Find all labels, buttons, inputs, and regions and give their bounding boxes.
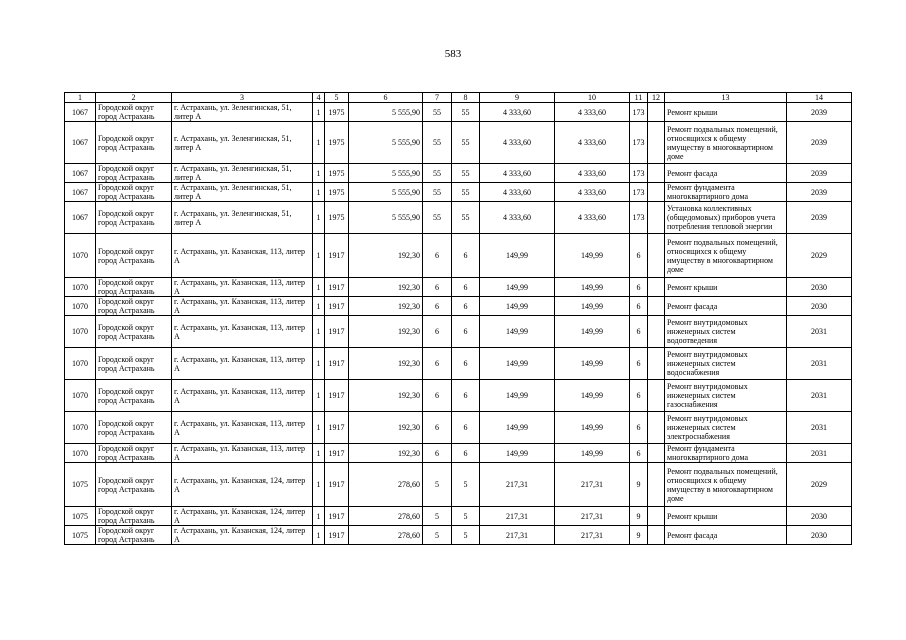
cell-address: г. Астрахань, ул. Казанская, 113, литер А [172, 348, 313, 380]
cell-object-id: 1070 [65, 234, 96, 278]
cell-municipality: Городской округ город Астрахань [96, 526, 172, 545]
cell-total-area: 192,30 [349, 412, 423, 444]
cell-col12 [648, 234, 665, 278]
cell-col12 [648, 412, 665, 444]
cell-object-id: 1070 [65, 412, 96, 444]
cell-area-b: 217,31 [555, 507, 630, 526]
cell-municipality: Городской округ город Астрахань [96, 122, 172, 164]
cell-address: г. Астрахань, ул. Казанская, 113, литер А [172, 278, 313, 297]
cell-area-b: 149,99 [555, 348, 630, 380]
cell-planned-year: 2031 [787, 348, 852, 380]
cell-municipality: Городской округ город Астрахань [96, 234, 172, 278]
column-header: 9 [480, 93, 555, 103]
cell-area-a: 4 333,60 [480, 202, 555, 234]
cell-total-area: 192,30 [349, 316, 423, 348]
column-header: 1 [65, 93, 96, 103]
cell-residents: 9 [630, 507, 648, 526]
table-row [65, 234, 852, 278]
cell-object-id: 1075 [65, 526, 96, 545]
cell-col12 [648, 297, 665, 316]
cell-col12 [648, 463, 665, 507]
cell-total-area: 192,30 [349, 444, 423, 463]
cell-planned-year: 2031 [787, 380, 852, 412]
cell-year: 1975 [325, 183, 349, 202]
cell-col7: 55 [423, 164, 452, 183]
cell-col12 [648, 316, 665, 348]
cell-municipality: Городской округ город Астрахань [96, 507, 172, 526]
cell-residents: 6 [630, 412, 648, 444]
cell-col8: 55 [452, 202, 480, 234]
table-row [65, 278, 852, 297]
table-row [65, 348, 852, 380]
cell-residents: 173 [630, 202, 648, 234]
cell-col12 [648, 202, 665, 234]
cell-col12 [648, 183, 665, 202]
cell-area-a: 217,31 [480, 526, 555, 545]
cell-planned-year: 2031 [787, 444, 852, 463]
cell-col12 [648, 103, 665, 122]
cell-col8: 6 [452, 412, 480, 444]
cell-col4: 1 [313, 278, 325, 297]
column-header: 6 [349, 93, 423, 103]
cell-address: г. Астрахань, ул. Казанская, 113, литер А [172, 380, 313, 412]
cell-object-id: 1070 [65, 348, 96, 380]
cell-col7: 6 [423, 316, 452, 348]
cell-col8: 55 [452, 103, 480, 122]
cell-work-type: Ремонт внутридомовых инженерных систем водоснабжения [665, 348, 787, 380]
cell-object-id: 1070 [65, 316, 96, 348]
cell-work-type: Установка коллективных (общедомовых) приборов учета потребления тепловой энергии [665, 202, 787, 234]
cell-municipality: Городской округ город Астрахань [96, 444, 172, 463]
cell-col8: 6 [452, 234, 480, 278]
cell-area-a: 149,99 [480, 412, 555, 444]
cell-work-type: Ремонт фундамента многоквартирного дома [665, 183, 787, 202]
cell-planned-year: 2030 [787, 297, 852, 316]
cell-area-b: 217,31 [555, 526, 630, 545]
cell-address: г. Астрахань, ул. Казанская, 113, литер А [172, 234, 313, 278]
cell-col4: 1 [313, 183, 325, 202]
cell-col12 [648, 526, 665, 545]
cell-area-a: 4 333,60 [480, 164, 555, 183]
cell-work-type: Ремонт фасада [665, 164, 787, 183]
cell-work-type: Ремонт крыши [665, 507, 787, 526]
cell-planned-year: 2039 [787, 202, 852, 234]
cell-object-id: 1070 [65, 297, 96, 316]
cell-col4: 1 [313, 380, 325, 412]
cell-year: 1917 [325, 234, 349, 278]
cell-municipality: Городской округ город Астрахань [96, 316, 172, 348]
cell-col7: 55 [423, 183, 452, 202]
table-row [65, 444, 852, 463]
cell-col8: 55 [452, 164, 480, 183]
cell-col8: 6 [452, 316, 480, 348]
cell-address: г. Астрахань, ул. Казанская, 113, литер А [172, 444, 313, 463]
cell-work-type: Ремонт крыши [665, 103, 787, 122]
cell-address: г. Астрахань, ул. Казанская, 124, литер А [172, 526, 313, 545]
page-number: 583 [444, 48, 462, 60]
cell-year: 1917 [325, 507, 349, 526]
cell-col4: 1 [313, 463, 325, 507]
cell-col4: 1 [313, 348, 325, 380]
cell-col4: 1 [313, 444, 325, 463]
cell-area-b: 149,99 [555, 444, 630, 463]
cell-residents: 6 [630, 234, 648, 278]
cell-total-area: 192,30 [349, 380, 423, 412]
cell-year: 1917 [325, 444, 349, 463]
cell-planned-year: 2031 [787, 316, 852, 348]
table-row [65, 380, 852, 412]
cell-area-b: 149,99 [555, 297, 630, 316]
cell-planned-year: 2029 [787, 234, 852, 278]
cell-address: г. Астрахань, ул. Зеленгинская, 51, литер А [172, 122, 313, 164]
cell-total-area: 192,30 [349, 234, 423, 278]
column-header: 8 [452, 93, 480, 103]
cell-object-id: 1067 [65, 164, 96, 183]
cell-year: 1917 [325, 380, 349, 412]
cell-planned-year: 2039 [787, 164, 852, 183]
cell-col8: 6 [452, 380, 480, 412]
cell-area-a: 4 333,60 [480, 183, 555, 202]
cell-year: 1917 [325, 526, 349, 545]
cell-work-type: Ремонт фундамента многоквартирного дома [665, 444, 787, 463]
cell-col4: 1 [313, 202, 325, 234]
cell-area-b: 217,31 [555, 463, 630, 507]
cell-col8: 6 [452, 348, 480, 380]
cell-total-area: 192,30 [349, 278, 423, 297]
cell-area-a: 4 333,60 [480, 103, 555, 122]
cell-total-area: 5 555,90 [349, 103, 423, 122]
cell-work-type: Ремонт подвальных помещений, относящихся к общему имуществу в многоквартирном доме [665, 234, 787, 278]
cell-object-id: 1067 [65, 183, 96, 202]
column-header: 7 [423, 93, 452, 103]
cell-col4: 1 [313, 164, 325, 183]
cell-work-type: Ремонт фасада [665, 526, 787, 545]
cell-object-id: 1070 [65, 278, 96, 297]
cell-object-id: 1070 [65, 444, 96, 463]
cell-col7: 6 [423, 444, 452, 463]
cell-col4: 1 [313, 526, 325, 545]
cell-col8: 6 [452, 297, 480, 316]
cell-col7: 6 [423, 348, 452, 380]
cell-year: 1975 [325, 164, 349, 183]
cell-col4: 1 [313, 507, 325, 526]
cell-area-a: 4 333,60 [480, 122, 555, 164]
cell-planned-year: 2039 [787, 183, 852, 202]
cell-col12 [648, 164, 665, 183]
cell-work-type: Ремонт внутридомовых инженерных систем водоотведения [665, 316, 787, 348]
cell-area-a: 149,99 [480, 234, 555, 278]
cell-address: г. Астрахань, ул. Казанская, 124, литер А [172, 507, 313, 526]
cell-col8: 5 [452, 463, 480, 507]
cell-planned-year: 2039 [787, 122, 852, 164]
cell-planned-year: 2030 [787, 278, 852, 297]
cell-work-type: Ремонт внутридомовых инженерных систем электроснабжения [665, 412, 787, 444]
cell-total-area: 5 555,90 [349, 164, 423, 183]
cell-col7: 6 [423, 412, 452, 444]
cell-object-id: 1067 [65, 202, 96, 234]
cell-year: 1917 [325, 297, 349, 316]
cell-col4: 1 [313, 234, 325, 278]
cell-col12 [648, 380, 665, 412]
cell-year: 1975 [325, 122, 349, 164]
table-row [65, 183, 852, 202]
cell-area-b: 4 333,60 [555, 183, 630, 202]
cell-residents: 173 [630, 103, 648, 122]
cell-residents: 6 [630, 444, 648, 463]
cell-municipality: Городской округ город Астрахань [96, 202, 172, 234]
cell-address: г. Астрахань, ул. Зеленгинская, 51, литер А [172, 202, 313, 234]
cell-residents: 9 [630, 463, 648, 507]
cell-planned-year: 2030 [787, 507, 852, 526]
cell-col7: 5 [423, 507, 452, 526]
table-row [65, 103, 852, 122]
cell-object-id: 1075 [65, 463, 96, 507]
cell-col12 [648, 348, 665, 380]
cell-col7: 5 [423, 526, 452, 545]
cell-address: г. Астрахань, ул. Казанская, 113, литер А [172, 412, 313, 444]
cell-address: г. Астрахань, ул. Зеленгинская, 51, литер А [172, 183, 313, 202]
cell-municipality: Городской округ город Астрахань [96, 380, 172, 412]
cell-area-a: 149,99 [480, 297, 555, 316]
cell-col4: 1 [313, 316, 325, 348]
cell-total-area: 278,60 [349, 507, 423, 526]
column-header: 12 [648, 93, 665, 103]
cell-col8: 5 [452, 526, 480, 545]
table-row [65, 463, 852, 507]
cell-residents: 6 [630, 316, 648, 348]
cell-total-area: 5 555,90 [349, 183, 423, 202]
table-row [65, 297, 852, 316]
cell-year: 1917 [325, 316, 349, 348]
cell-address: г. Астрахань, ул. Казанская, 113, литер А [172, 297, 313, 316]
cell-col8: 6 [452, 444, 480, 463]
cell-col8: 5 [452, 507, 480, 526]
cell-planned-year: 2030 [787, 526, 852, 545]
cell-col7: 55 [423, 202, 452, 234]
column-header: 5 [325, 93, 349, 103]
cell-year: 1975 [325, 103, 349, 122]
cell-total-area: 278,60 [349, 526, 423, 545]
cell-residents: 6 [630, 278, 648, 297]
cell-col7: 6 [423, 278, 452, 297]
table-row [65, 122, 852, 164]
cell-residents: 173 [630, 122, 648, 164]
cell-municipality: Городской округ город Астрахань [96, 297, 172, 316]
cell-col7: 6 [423, 234, 452, 278]
cell-address: г. Астрахань, ул. Зеленгинская, 51, литер А [172, 164, 313, 183]
cell-address: г. Астрахань, ул. Казанская, 124, литер А [172, 463, 313, 507]
cell-residents: 173 [630, 164, 648, 183]
cell-municipality: Городской округ город Астрахань [96, 348, 172, 380]
cell-work-type: Ремонт фасада [665, 297, 787, 316]
cell-col8: 6 [452, 278, 480, 297]
cell-address: г. Астрахань, ул. Зеленгинская, 51, литер А [172, 103, 313, 122]
cell-col7: 5 [423, 463, 452, 507]
column-number-row [65, 93, 852, 103]
cell-area-b: 149,99 [555, 380, 630, 412]
cell-total-area: 5 555,90 [349, 202, 423, 234]
cell-area-b: 149,99 [555, 278, 630, 297]
table-row [65, 507, 852, 526]
column-header: 2 [96, 93, 172, 103]
cell-area-b: 149,99 [555, 412, 630, 444]
column-header: 11 [630, 93, 648, 103]
cell-year: 1917 [325, 463, 349, 507]
cell-work-type: Ремонт подвальных помещений, относящихся к общему имуществу в многоквартирном доме [665, 463, 787, 507]
cell-area-b: 4 333,60 [555, 103, 630, 122]
table-row [65, 164, 852, 183]
cell-area-b: 149,99 [555, 316, 630, 348]
cell-col12 [648, 444, 665, 463]
column-header: 14 [787, 93, 852, 103]
cell-area-a: 149,99 [480, 316, 555, 348]
cell-col7: 6 [423, 380, 452, 412]
cell-work-type: Ремонт крыши [665, 278, 787, 297]
cell-address: г. Астрахань, ул. Казанская, 113, литер А [172, 316, 313, 348]
cell-total-area: 192,30 [349, 297, 423, 316]
table-row [65, 526, 852, 545]
column-header: 13 [665, 93, 787, 103]
cell-col4: 1 [313, 297, 325, 316]
cell-total-area: 5 555,90 [349, 122, 423, 164]
cell-municipality: Городской округ город Астрахань [96, 164, 172, 183]
cell-object-id: 1067 [65, 103, 96, 122]
cell-area-a: 149,99 [480, 278, 555, 297]
cell-area-a: 149,99 [480, 444, 555, 463]
column-header: 10 [555, 93, 630, 103]
cell-area-a: 217,31 [480, 507, 555, 526]
cell-municipality: Городской округ город Астрахань [96, 278, 172, 297]
cell-area-a: 217,31 [480, 463, 555, 507]
cell-residents: 6 [630, 380, 648, 412]
repair-schedule-table [64, 92, 852, 545]
cell-col12 [648, 278, 665, 297]
cell-total-area: 192,30 [349, 348, 423, 380]
cell-col8: 55 [452, 183, 480, 202]
cell-col12 [648, 507, 665, 526]
cell-planned-year: 2029 [787, 463, 852, 507]
cell-year: 1917 [325, 278, 349, 297]
cell-municipality: Городской округ город Астрахань [96, 412, 172, 444]
cell-residents: 173 [630, 183, 648, 202]
table-row [65, 316, 852, 348]
cell-col4: 1 [313, 122, 325, 164]
cell-area-a: 149,99 [480, 348, 555, 380]
cell-object-id: 1067 [65, 122, 96, 164]
cell-planned-year: 2039 [787, 103, 852, 122]
cell-municipality: Городской округ город Астрахань [96, 463, 172, 507]
cell-planned-year: 2031 [787, 412, 852, 444]
cell-total-area: 278,60 [349, 463, 423, 507]
cell-municipality: Городской округ город Астрахань [96, 183, 172, 202]
cell-area-b: 4 333,60 [555, 202, 630, 234]
cell-area-b: 4 333,60 [555, 122, 630, 164]
cell-area-a: 149,99 [480, 380, 555, 412]
cell-municipality: Городской округ город Астрахань [96, 103, 172, 122]
cell-area-b: 4 333,60 [555, 164, 630, 183]
cell-col4: 1 [313, 103, 325, 122]
cell-col7: 55 [423, 122, 452, 164]
cell-year: 1917 [325, 412, 349, 444]
cell-residents: 6 [630, 348, 648, 380]
cell-area-b: 149,99 [555, 234, 630, 278]
cell-col4: 1 [313, 412, 325, 444]
cell-year: 1917 [325, 348, 349, 380]
column-header: 3 [172, 93, 313, 103]
cell-col12 [648, 122, 665, 164]
cell-work-type: Ремонт подвальных помещений, относящихся к общему имуществу в многоквартирном доме [665, 122, 787, 164]
table-row [65, 202, 852, 234]
cell-col7: 6 [423, 297, 452, 316]
cell-object-id: 1075 [65, 507, 96, 526]
cell-year: 1975 [325, 202, 349, 234]
cell-col7: 55 [423, 103, 452, 122]
cell-residents: 9 [630, 526, 648, 545]
column-header: 4 [313, 93, 325, 103]
cell-residents: 6 [630, 297, 648, 316]
cell-object-id: 1070 [65, 380, 96, 412]
cell-work-type: Ремонт внутридомовых инженерных систем газоснабжения [665, 380, 787, 412]
table-row [65, 412, 852, 444]
cell-col8: 55 [452, 122, 480, 164]
